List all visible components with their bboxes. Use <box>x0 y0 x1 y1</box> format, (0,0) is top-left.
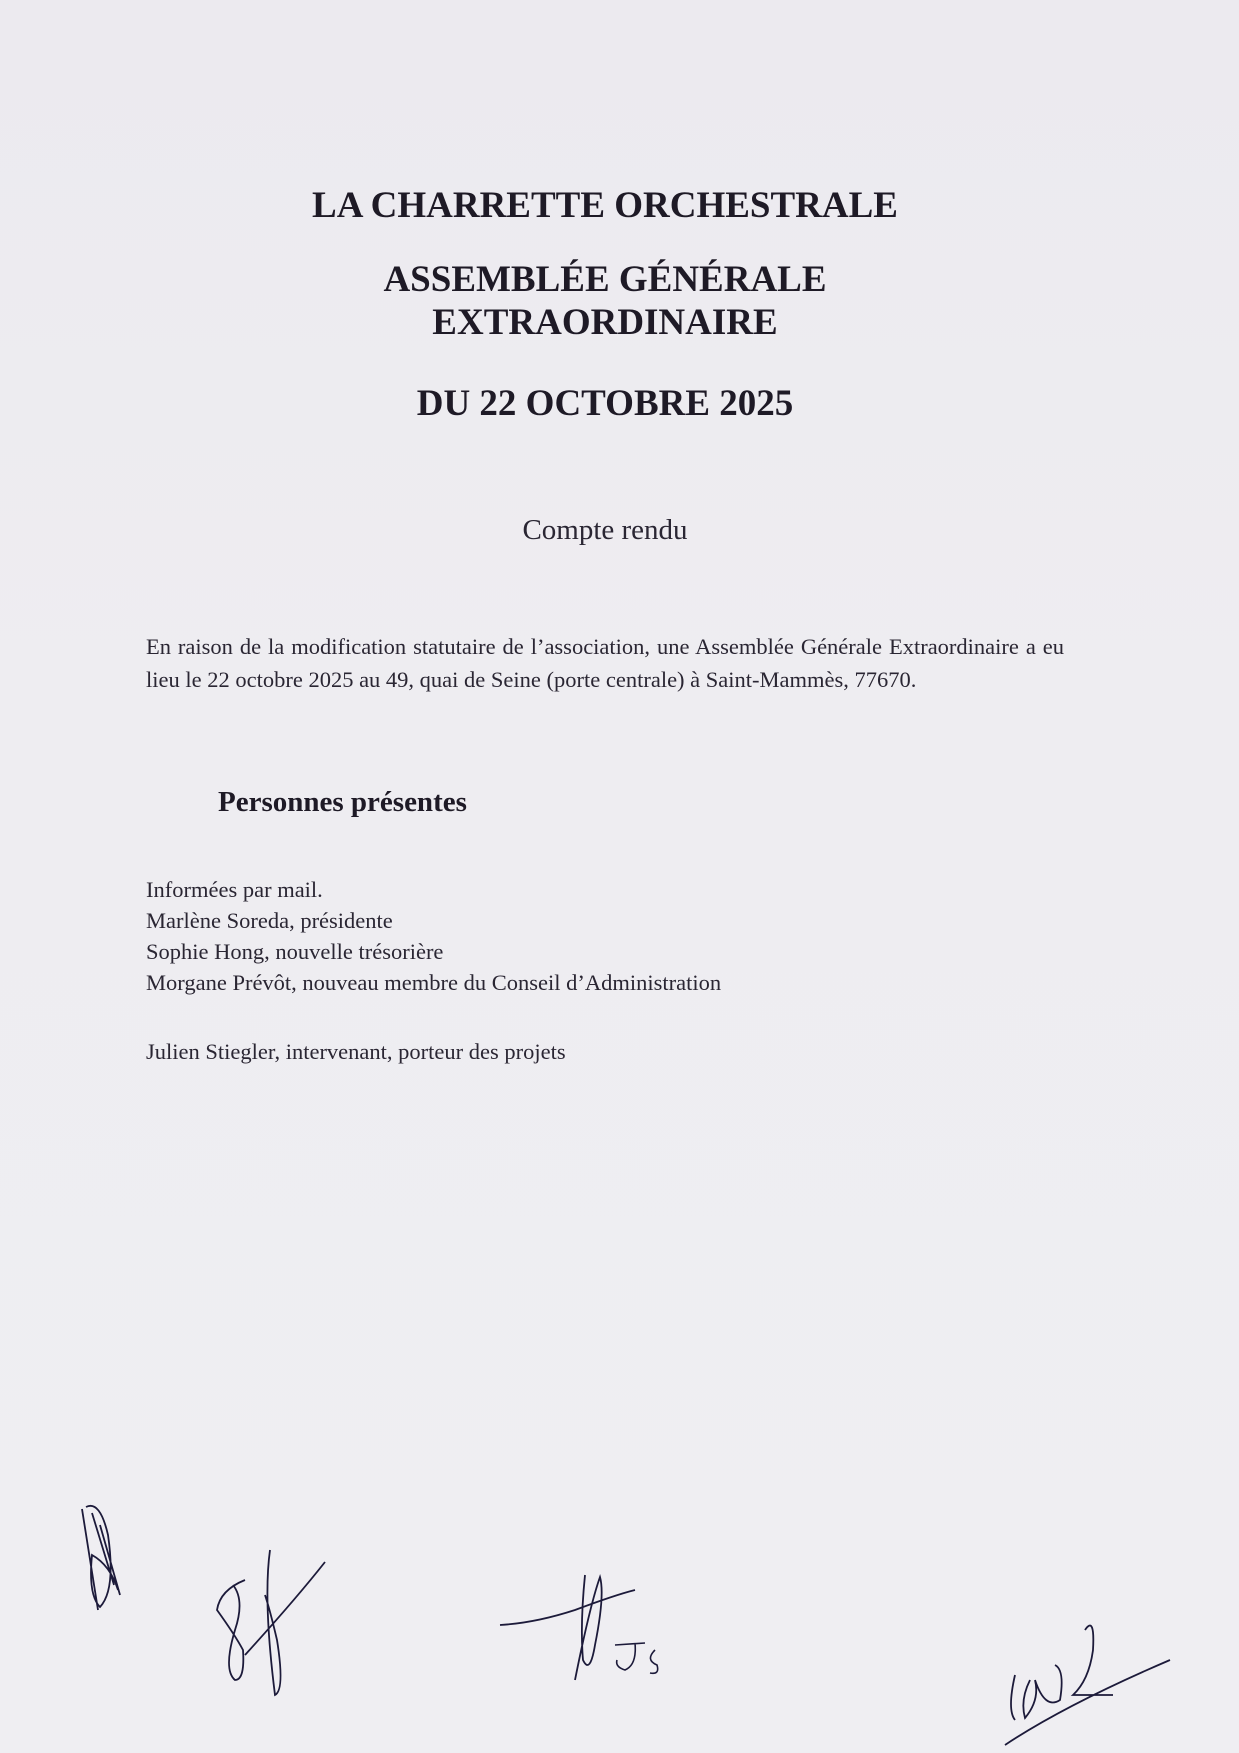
meeting-type-line2: EXTRAORDINAIRE <box>432 302 778 343</box>
document-title-association: LA CHARRETTE ORCHESTRALE <box>312 185 898 226</box>
signature-2 <box>205 1540 345 1700</box>
document-title-date: DU 22 OCTOBRE 2025 <box>416 383 794 424</box>
signature-4 <box>985 1600 1185 1750</box>
list-item: Marlène Soreda, présidente <box>146 908 393 933</box>
meeting-type-line1: ASSEMBLÉE GÉNÉRALE <box>383 259 827 300</box>
speaker-line: Julien Stiegler, intervenant, porteur des projets <box>146 1039 566 1064</box>
section-heading-attendees: Personnes présentes <box>218 786 467 818</box>
attendees-list <box>146 874 721 998</box>
signature-1 <box>70 1495 170 1625</box>
intro-paragraph: En raison de la modification statutaire de l’association, une Assemblée Générale Extraordinaire a eu lieu le 22 octobre 2025 au 49, quai de Seine (porte centrale) à Saint-Mammès, 77670. <box>146 634 1064 692</box>
list-item: Sophie Hong, nouvelle trésorière <box>146 939 444 964</box>
list-item: Informées par mail. <box>146 877 323 902</box>
document-title-meeting <box>0 258 1210 344</box>
list-item: Morgane Prévôt, nouveau membre du Conseil d’Administration <box>146 970 722 995</box>
document-subtitle: Compte rendu <box>522 514 688 546</box>
signature-3 <box>495 1565 695 1695</box>
